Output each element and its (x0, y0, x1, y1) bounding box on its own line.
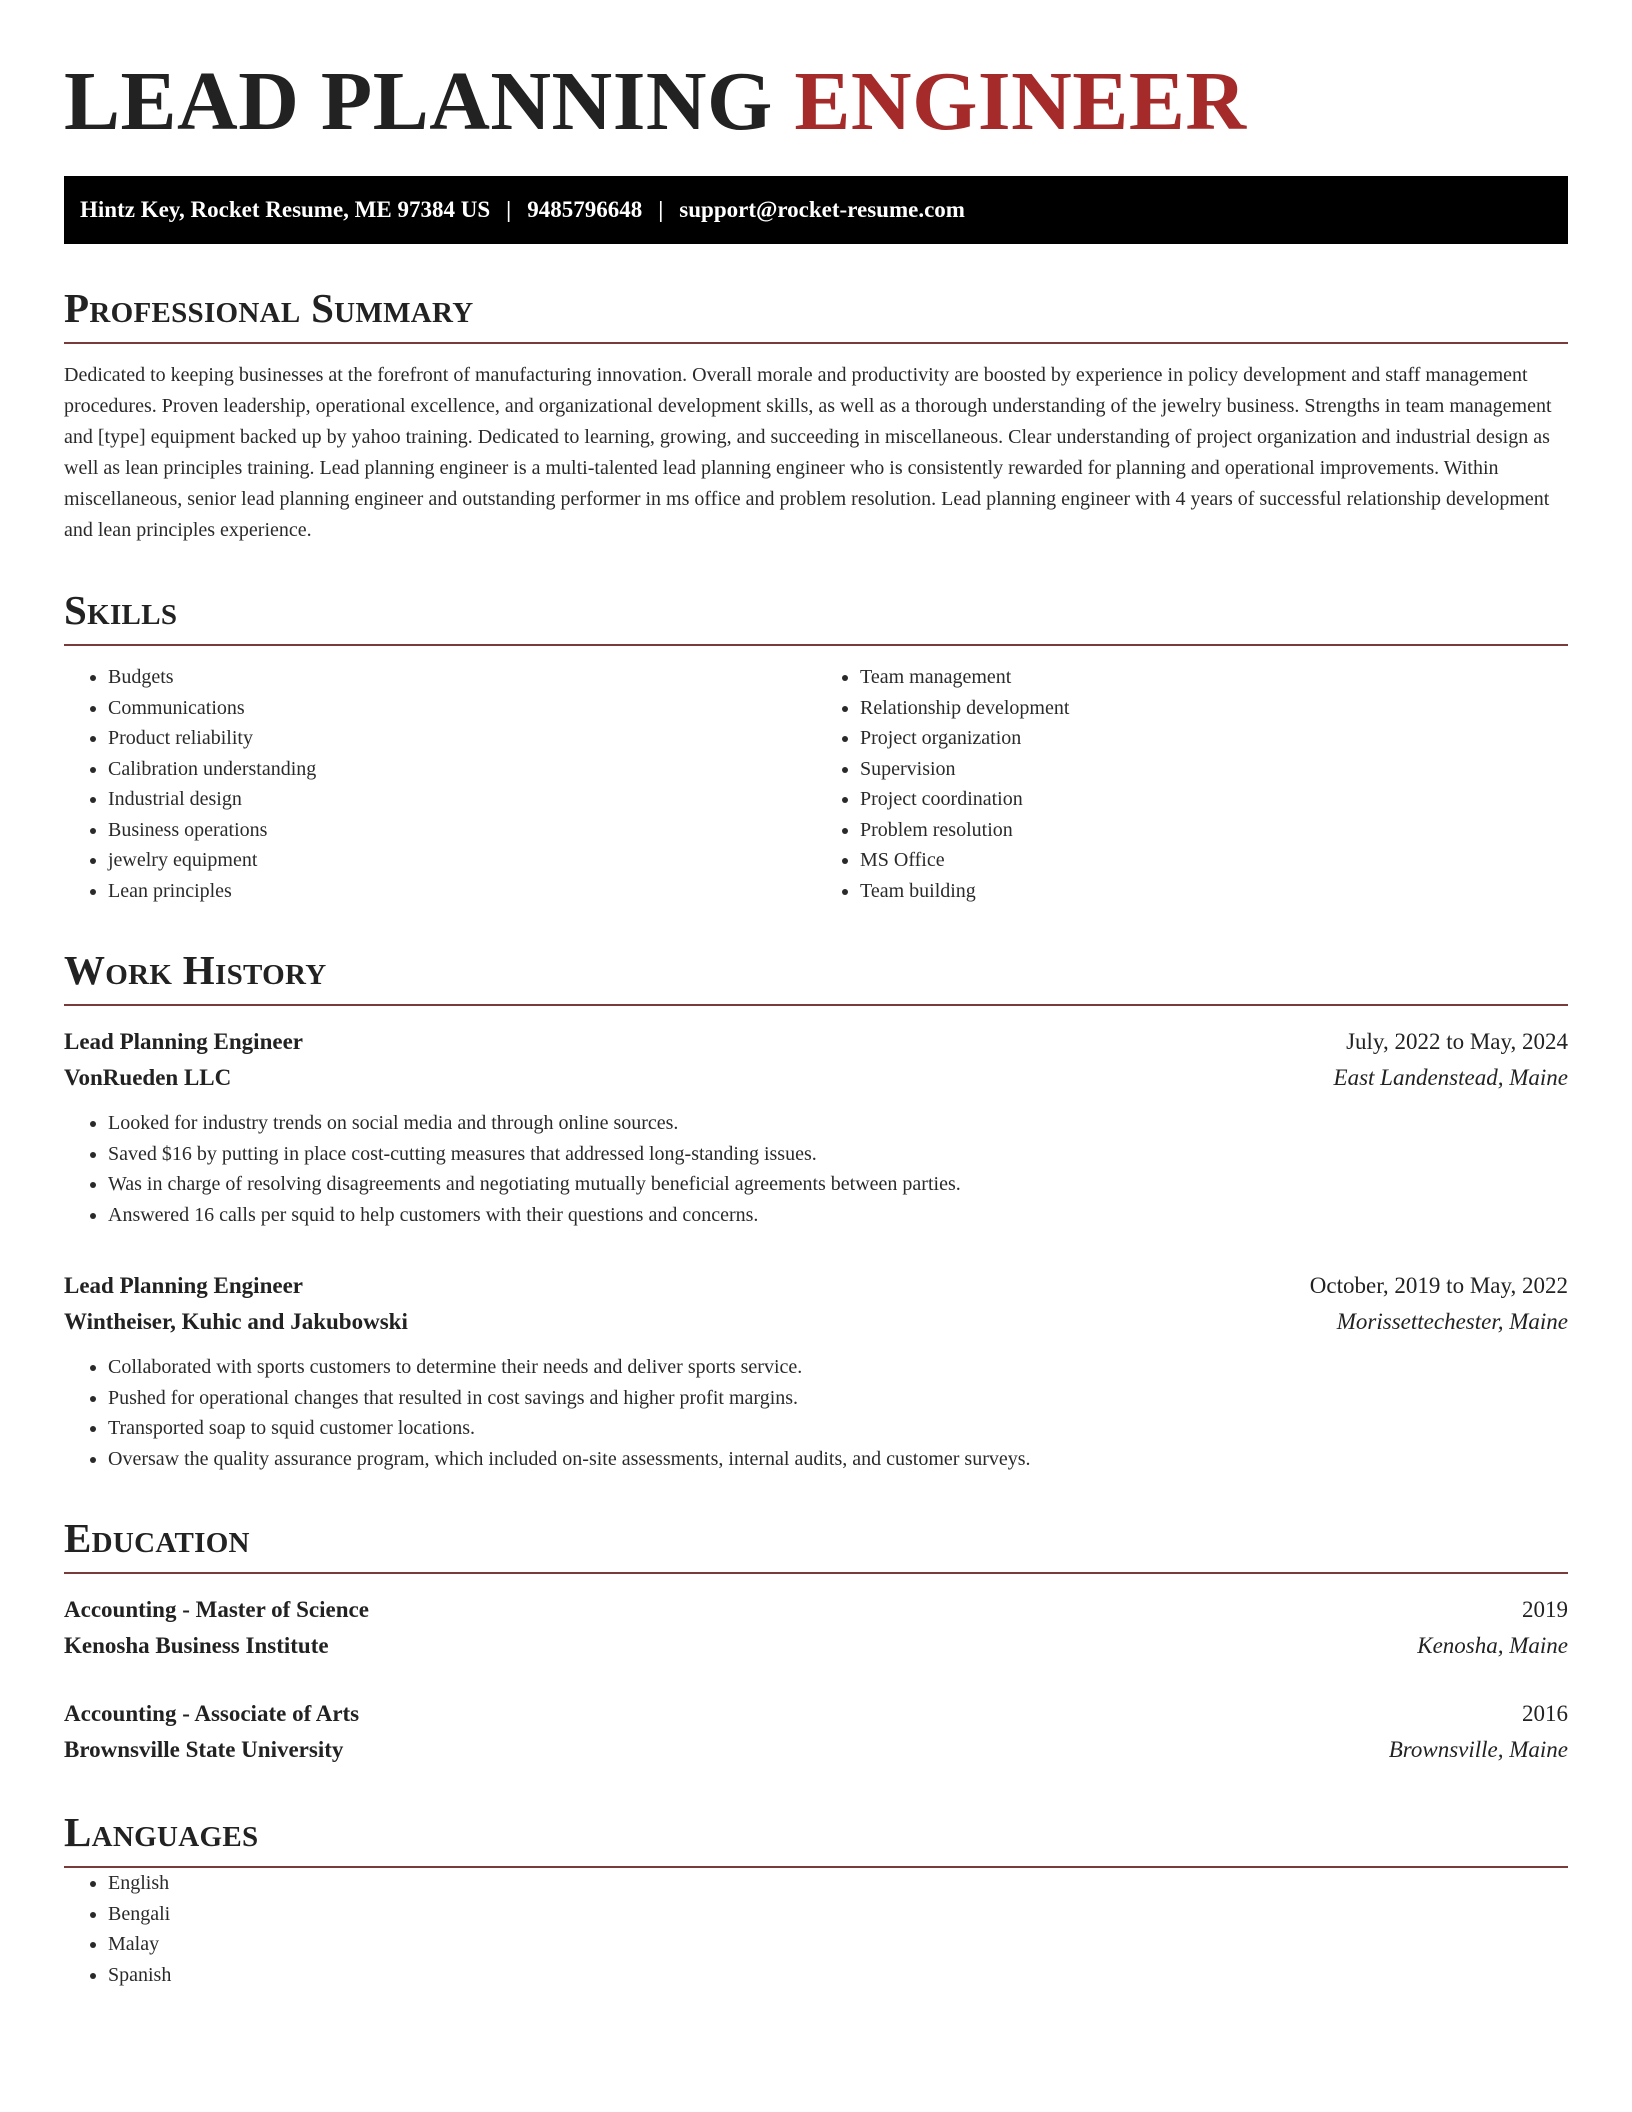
education-degree-row (64, 1696, 1568, 1732)
job-bullets (64, 1108, 1568, 1230)
languages-list (64, 1868, 1568, 1990)
job-bullets (64, 1352, 1568, 1474)
job-title: Lead Planning Engineer (64, 1029, 303, 1054)
summary-section (64, 284, 1568, 546)
job-company-row (64, 1304, 1568, 1340)
skill-item: • Relationship development (860, 693, 1568, 724)
language-item: • Malay (108, 1929, 1568, 1960)
skill-item: • Project coordination (860, 784, 1568, 815)
contact-phone: 9485796648 (527, 197, 643, 222)
skill-item: • Product reliability (108, 723, 816, 754)
summary-text: Dedicated to keeping businesses at the forefront of manufacturing innovation. Overall morale and productivity are boosted by experience in policy development and staff management procedures. Proven leadership, operational excellence, and organizational development skills, as well as a thorough understanding of the jewelry business. Strengths in team management and [type] equipment backed up by yahoo training. Dedicated to learning, growing, and succeeding in miscellaneous. Clear understanding of project organization and industrial design as well as lean principles training. Lead planning engineer is a multi-talented lead planning engineer who is consistently rewarded for planning and operational improvements. Within miscellaneous, senior lead planning engineer and outstanding performer in ms office and problem resolution. Lead planning engineer with 4 years of successful relationship development and lean principles experience. (64, 364, 1552, 541)
job-bullet: • Collaborated with sports customers to determine their needs and deliver sports service. (108, 1352, 1568, 1383)
job-company-row (64, 1060, 1568, 1096)
education-school: Kenosha Business Institute (64, 1633, 329, 1658)
language-item: • Bengali (108, 1899, 1568, 1930)
job-bullet: • Saved $16 by putting in place cost-cutting measures that addressed long-standing issues. (108, 1139, 1568, 1170)
languages-section (64, 1808, 1568, 1990)
skills-list-right (816, 662, 1568, 906)
education-heading: Education (64, 1514, 1568, 1574)
skill-item: • jewelry equipment (108, 845, 816, 876)
job-location: Morissettechester, Maine (1336, 1309, 1568, 1334)
resume-title (64, 52, 1568, 152)
skills-list-left (64, 662, 816, 906)
education-school-row (64, 1732, 1568, 1768)
work-history-section (64, 946, 1568, 1474)
skill-item: • Supervision (860, 754, 1568, 785)
skill-item: • Industrial design (108, 784, 816, 815)
job-company: VonRueden LLC (64, 1065, 232, 1090)
contact-email: support@rocket-resume.com (679, 197, 965, 222)
education-degree: Accounting - Associate of Arts (64, 1701, 360, 1726)
job-bullet: • Looked for industry trends on social media and through online sources. (108, 1108, 1568, 1139)
contact-bar (64, 176, 1568, 244)
job-entry (64, 1268, 1568, 1474)
education-year: 2016 (1522, 1701, 1568, 1726)
job-bullet: • Transported soap to squid customer locations. (108, 1413, 1568, 1444)
skill-item: • Communications (108, 693, 816, 724)
skill-item: • Team management (860, 662, 1568, 693)
language-item: • English (108, 1868, 1568, 1899)
education-school: Brownsville State University (64, 1737, 344, 1762)
education-degree-row (64, 1592, 1568, 1628)
title-accent: ENGINEER (794, 55, 1247, 148)
job-title-row (64, 1268, 1568, 1304)
summary-heading: Professional Summary (64, 284, 1568, 344)
education-school-row (64, 1628, 1568, 1664)
education-degree: Accounting - Master of Science (64, 1597, 369, 1622)
job-bullet: • Answered 16 calls per squid to help customers with their questions and concerns. (108, 1200, 1568, 1231)
resume-page (64, 52, 1568, 1990)
contact-separator: | (506, 197, 512, 222)
skills-heading: Skills (64, 586, 1568, 646)
job-entry (64, 1024, 1568, 1230)
skill-item: • Calibration understanding (108, 754, 816, 785)
job-dates: July, 2022 to May, 2024 (1346, 1029, 1568, 1054)
skills-columns (64, 662, 1568, 906)
education-location: Kenosha, Maine (1417, 1633, 1568, 1658)
job-title: Lead Planning Engineer (64, 1273, 303, 1298)
job-location: East Landenstead, Maine (1333, 1065, 1568, 1090)
language-item: • Spanish (108, 1960, 1568, 1991)
education-section (64, 1514, 1568, 1768)
skill-item: • Lean principles (108, 876, 816, 907)
work-history-heading: Work History (64, 946, 1568, 1006)
contact-separator: | (658, 197, 664, 222)
skill-item: • MS Office (860, 845, 1568, 876)
job-company: Wintheiser, Kuhic and Jakubowski (64, 1309, 408, 1334)
skill-item: • Problem resolution (860, 815, 1568, 846)
job-dates: October, 2019 to May, 2022 (1309, 1273, 1568, 1298)
contact-address: Hintz Key, Rocket Resume, ME 97384 US (80, 197, 491, 222)
education-location: Brownsville, Maine (1388, 1737, 1568, 1762)
skill-item: • Project organization (860, 723, 1568, 754)
job-bullet: • Pushed for operational changes that resulted in cost savings and higher profit margins. (108, 1383, 1568, 1414)
job-bullet: • Was in charge of resolving disagreements and negotiating mutually beneficial agreements between parties. (108, 1169, 1568, 1200)
education-year: 2019 (1522, 1597, 1568, 1622)
skill-item: • Team building (860, 876, 1568, 907)
skills-section (64, 586, 1568, 906)
title-main: LEAD PLANNING (64, 55, 773, 148)
education-entry (64, 1696, 1568, 1768)
languages-heading: Languages (64, 1808, 1568, 1868)
skill-item: • Business operations (108, 815, 816, 846)
skill-item: • Budgets (108, 662, 816, 693)
job-title-row (64, 1024, 1568, 1060)
job-bullet: • Oversaw the quality assurance program, which included on-site assessments, internal audits, and customer surveys. (108, 1444, 1568, 1475)
education-entry (64, 1592, 1568, 1664)
